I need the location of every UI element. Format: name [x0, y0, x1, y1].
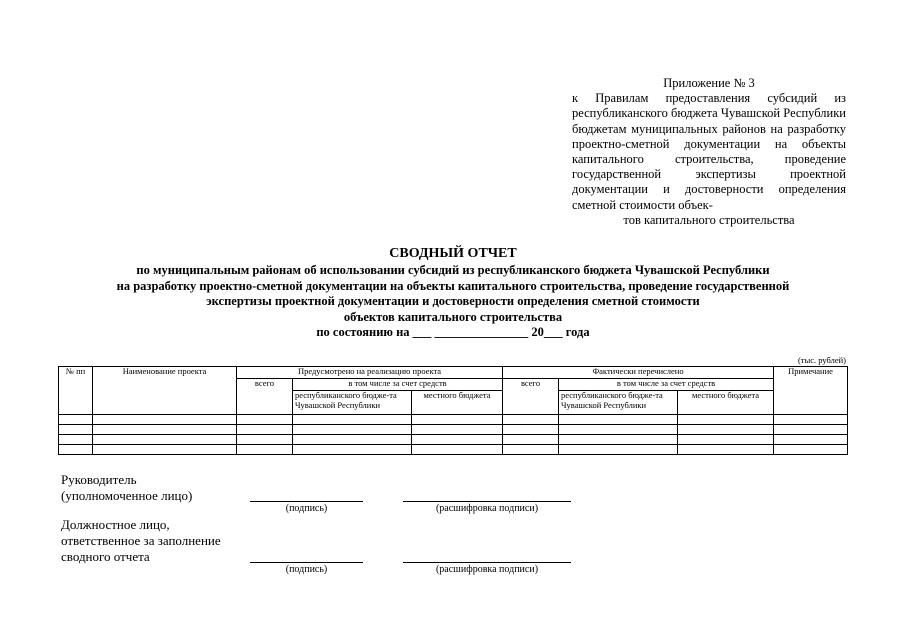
table-cell — [678, 425, 774, 435]
table-cell — [503, 425, 559, 435]
table-cell — [93, 425, 237, 435]
official-signature-caption: (подпись) — [285, 564, 328, 575]
actual-incl-header: в том числе за счет средств — [559, 379, 774, 391]
actual-rep-budget-header: республиканского бюдже-та Чувашской Республики — [559, 391, 678, 415]
table-row — [59, 425, 848, 435]
actual-total-header: всего — [503, 379, 559, 415]
table-row — [59, 445, 848, 455]
report-subtitle-line3: экспертизы проектной документации и достоверности определения сметной стоимости — [206, 294, 700, 308]
head-label-line1: Руководитель — [61, 472, 137, 487]
table-cell — [412, 445, 503, 455]
table-cell — [774, 425, 848, 435]
head-decode-line — [403, 501, 571, 502]
table-cell — [59, 425, 93, 435]
official-label-line3: сводного отчета — [61, 549, 150, 564]
appendix-block — [572, 76, 846, 228]
table-row — [59, 415, 848, 425]
table-cell — [59, 415, 93, 425]
report-date-line: по состоянию на ___ _______________ 20___ года — [316, 325, 590, 339]
table-cell — [293, 445, 412, 455]
table-header-row-1 — [59, 367, 848, 379]
table-cell — [293, 435, 412, 445]
col-actual-header: Фактически перечислено — [503, 367, 774, 379]
col-note-header: Примечание — [774, 367, 848, 415]
planned-total-header: всего — [237, 379, 293, 415]
units-label: (тыс. рублей) — [797, 355, 846, 365]
table-cell — [412, 415, 503, 425]
table-cell — [559, 425, 678, 435]
col-number-header: № пп — [59, 367, 93, 415]
table-cell — [237, 445, 293, 455]
table-cell — [678, 445, 774, 455]
table-cell — [678, 415, 774, 425]
head-decode-caption: (расшифровка подписи) — [435, 503, 539, 514]
table-cell — [503, 435, 559, 445]
table-cell — [237, 415, 293, 425]
official-label-line1: Должностное лицо, — [61, 517, 170, 532]
head-signature-caption: (подпись) — [285, 503, 328, 514]
table-cell — [237, 425, 293, 435]
table-cell — [559, 435, 678, 445]
table-cell — [774, 435, 848, 445]
official-decode-line — [403, 562, 571, 563]
actual-local-budget-header: местного бюджета — [678, 391, 774, 415]
table-row — [59, 435, 848, 445]
table-cell — [237, 435, 293, 445]
table-cell — [559, 445, 678, 455]
col-planned-header: Предусмотрено на реализацию проекта — [237, 367, 503, 379]
table-cell — [59, 435, 93, 445]
appendix-number: Приложение № 3 — [663, 76, 755, 90]
official-label-line2: ответственное за заполнение — [61, 533, 221, 548]
table-cell — [293, 415, 412, 425]
table-cell — [559, 415, 678, 425]
table-cell — [93, 445, 237, 455]
planned-rep-budget-header: республиканского бюдже-та Чувашской Республики — [293, 391, 412, 415]
table-cell — [774, 415, 848, 425]
col-name-header: Наименование проекта — [93, 367, 237, 415]
report-table — [58, 366, 848, 455]
table-cell — [59, 445, 93, 455]
report-subtitle-line4: объектов капитального строительства — [343, 309, 563, 324]
head-signature-line — [250, 501, 363, 502]
head-label — [61, 472, 192, 504]
table-cell — [503, 445, 559, 455]
table-cell — [503, 415, 559, 425]
official-decode-caption: (расшифровка подписи) — [435, 564, 539, 575]
table-cell — [412, 435, 503, 445]
table-cell — [93, 415, 237, 425]
head-label-line2: (уполномоченное лицо) — [61, 488, 193, 503]
report-subtitle-line2: на разработку проектно-сметной документации на объекты капитального строительства, проведение государственной — [116, 278, 790, 293]
table-cell — [93, 435, 237, 445]
table-cell — [774, 445, 848, 455]
appendix-last-line: тов капитального строительства — [623, 212, 795, 227]
table-cell — [293, 425, 412, 435]
table-cell — [678, 435, 774, 445]
report-subtitle-line1: по муниципальным районам об использовании субсидий из республиканского бюджета Чувашской Республики — [136, 263, 770, 277]
report-title: СВОДНЫЙ ОТЧЕТ — [389, 246, 517, 261]
planned-incl-header: в том числе за счет средств — [293, 379, 503, 391]
official-signature-line — [250, 562, 363, 563]
table-cell — [412, 425, 503, 435]
appendix-text: к Правилам предоставления субсидий из республиканского бюджета Чувашской Республики бюджетам муниципальных районов на разработку проектно-сметной документации на объекты капитального строительства, проведение государственной экспертизы проектной документации и достоверности определения сметной стоимости объек- — [572, 91, 846, 212]
planned-local-budget-header: местного бюджета — [412, 391, 503, 415]
report-title-block — [40, 245, 866, 341]
official-label — [61, 517, 221, 565]
